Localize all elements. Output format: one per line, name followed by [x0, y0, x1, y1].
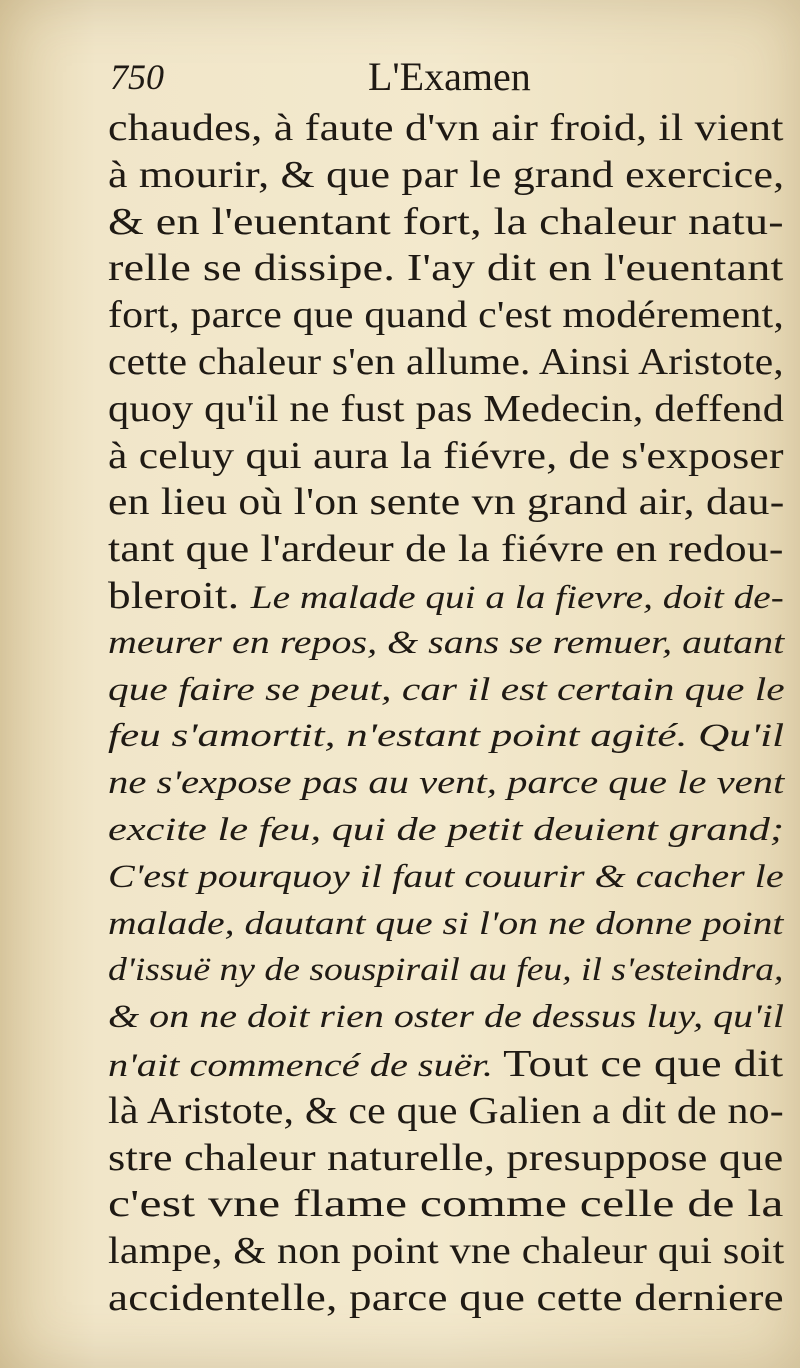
text-line-content: que faire se peut, car il est certain que le [108, 671, 785, 708]
text-line-content: relle se dissipe. I'ay dit en l'euentant [108, 247, 784, 290]
text-line [108, 572, 784, 620]
page-number: 750 [110, 57, 164, 97]
text-line [108, 151, 784, 199]
text-line [108, 432, 784, 480]
text-line [108, 900, 783, 948]
text-line-content: à celuy qui aura la fiévre, de s'exposer [108, 434, 784, 477]
text-line-content: à mourir, & que par le grand exercice, [108, 153, 785, 196]
text-line [108, 806, 784, 854]
text-line-content: & en l'euentant fort, la chaleur natu- [108, 200, 784, 243]
text-line [108, 619, 784, 667]
text-line [108, 478, 785, 526]
text-line [108, 1087, 784, 1135]
text-line-content: accidentelle, parce que cette derniere [108, 1277, 784, 1319]
text-line-italic: n'ait commencé de suër. [108, 1048, 504, 1084]
text-line [108, 104, 784, 152]
text-line-content: stre chaleur naturelle, presuppose que [108, 1136, 784, 1179]
text-line [108, 385, 784, 433]
text-line [108, 198, 784, 246]
text-line-content: quoy qu'il ne fust pas Medecin, deffend [108, 387, 785, 430]
page-header [110, 52, 760, 102]
text-line [108, 1227, 785, 1275]
text-line-content: c'est vne flame comme celle de la [108, 1183, 784, 1226]
text-line-content: lampe, & non point vne chaleur qui soit [108, 1230, 785, 1273]
text-line-content: fort, parce que quand c'est modérement, [108, 294, 785, 337]
text-line-content: cette chaleur s'en allume. Ainsi Aristote, [108, 341, 784, 383]
text-line [108, 1040, 783, 1088]
text-line [108, 946, 783, 994]
text-line-roman: Tout ce que dit [503, 1043, 784, 1085]
text-line [108, 853, 784, 901]
text-line-content: en lieu où l'on sente vn grand air, dau- [108, 481, 785, 524]
text-line-content: ne s'expose pas au vent, parce que le vent [108, 765, 785, 802]
text-line-content: C'est pourquoy il faut couurir & cacher le [108, 858, 784, 895]
text-line [108, 1134, 783, 1182]
text-line [108, 1274, 784, 1322]
text-line [108, 244, 784, 292]
text-line [108, 1180, 784, 1228]
text-line [108, 712, 784, 760]
text-line-content: malade, dautant que si l'on ne donne point [108, 905, 784, 942]
text-line [108, 993, 784, 1041]
text-line-italic: Le malade qui a la fievre, doit de- [250, 580, 784, 616]
text-line [108, 759, 784, 807]
text-line-content: chaudes, à faute d'vn air froid, il vient [108, 107, 784, 149]
text-line [108, 666, 785, 714]
text-line-content: excite le feu, qui de petit deuient grand; [108, 812, 785, 848]
text-line-roman: bleroit. [108, 575, 251, 617]
text-line-content: meurer en repos, & sans se remuer, autant [108, 624, 785, 661]
text-line-content: d'issuë ny de souspirail au feu, il s'esteindra, [108, 952, 784, 989]
text-line-content: là Aristote, & ce que Galien a dit de no- [108, 1089, 784, 1132]
text-line-content: tant que l'ardeur de la fiévre en redou- [108, 528, 784, 571]
text-line [108, 291, 784, 339]
text-line-content: & on ne doit rien oster de dessus luy, qu'il [108, 999, 785, 1036]
text-line [108, 338, 784, 386]
running-title: L'Examen [368, 54, 531, 99]
text-line-content: feu s'amortit, n'estant point agité. Qu'il [108, 718, 785, 755]
text-line [108, 525, 784, 573]
